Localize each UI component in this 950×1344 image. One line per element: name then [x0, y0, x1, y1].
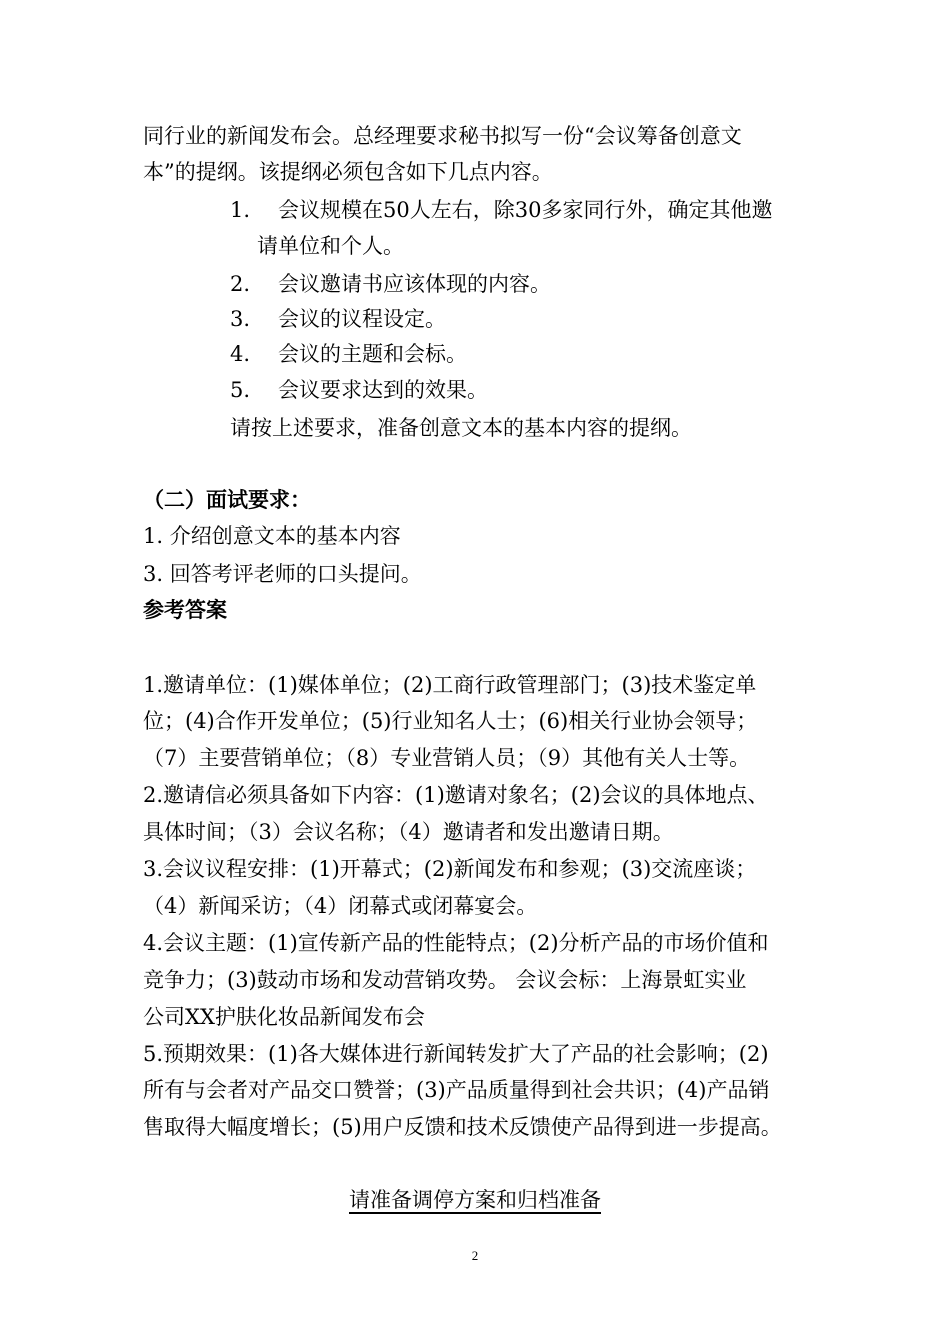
answer-line: （4）新闻采访；（4）闭幕式或闭幕宴会。	[143, 894, 538, 918]
requirement-text: 会议的议程设定。	[278, 307, 446, 331]
answer-heading: 参考答案	[143, 597, 227, 622]
page-number: 2	[471, 1248, 479, 1263]
intro-line-1: 同行业的新闻发布会。总经理要求秘书拟写一份“会议筹备创意文	[143, 124, 742, 148]
answer-line: 4.会议主题：(1)宣传新产品的性能特点；(2)分析产品的市场价值和	[143, 931, 769, 955]
requirement-number: 1.	[230, 198, 251, 222]
requirement-item-4	[230, 340, 910, 368]
answer-line: 位；(4)合作开发单位；(5)行业知名人士；(6)相关行业协会领导；	[143, 709, 758, 733]
footer-title-row	[0, 1186, 950, 1214]
footer-title: 请准备调停方案和归档准备	[349, 1188, 601, 1212]
requirement-item-5	[230, 376, 910, 404]
requirement-text: 会议邀请书应该体现的内容。	[278, 272, 551, 296]
intro-line-2: 本”的提纲。该提纲必须包含如下几点内容。	[143, 160, 553, 184]
requirement-text: 会议规模在50人左右，除30多家同行外，确定其他邀	[278, 198, 773, 222]
answer-line: 5.预期效果：(1)各大媒体进行新闻转发扩大了产品的社会影响；(2)	[143, 1042, 769, 1066]
answer-line: 公司XX护肤化妆品新闻发布会	[143, 1005, 425, 1029]
requirement-number: 4.	[230, 342, 251, 366]
requirement-number: 2.	[230, 272, 251, 296]
answer-line: 1.邀请单位：(1)媒体单位；(2)工商行政管理部门；(3)技术鉴定单	[143, 673, 757, 697]
answer-line: 3.会议议程安排：(1)开幕式；(2)新闻发布和参观；(3)交流座谈；	[143, 857, 757, 881]
answer-line: 所有与会者对产品交口赞誉；(3)产品质量得到社会共识；(4)产品销	[143, 1078, 770, 1102]
requirement-number: 5.	[230, 378, 251, 402]
answer-line: 售取得大幅度增长；(5)用户反馈和技术反馈使产品得到进一步提高。	[143, 1115, 782, 1139]
answer-line: （7）主要营销单位；（8）专业营销人员；（9）其他有关人士等。	[143, 746, 751, 770]
answer-line: 2.邀请信必须具备如下内容：(1)邀请对象名；(2)会议的具体地点、	[143, 783, 769, 807]
interview-heading: （二）面试要求：	[143, 487, 311, 512]
instruction-text: 请按上述要求，准备创意文本的基本内容的提纲。	[230, 416, 692, 440]
answer-line: 具体时间；（3）会议名称；（4）邀请者和发出邀请日期。	[143, 820, 674, 844]
answer-line: 竞争力；(3)鼓动市场和发动营销攻势。 会议会标：上海景虹实业	[143, 968, 747, 992]
requirement-text: 会议的主题和会标。	[278, 342, 467, 366]
requirement-number: 3.	[230, 307, 251, 331]
requirement-item-1-continued: 请单位和个人。	[257, 234, 404, 258]
interview-item-1: 1. 介绍创意文本的基本内容	[143, 524, 401, 548]
requirement-item-2	[230, 270, 910, 298]
requirement-text: 会议要求达到的效果。	[278, 378, 488, 402]
requirement-item-3	[230, 305, 910, 333]
requirement-item-1	[230, 196, 910, 224]
interview-item-2: 3. 回答考评老师的口头提问。	[143, 562, 422, 586]
